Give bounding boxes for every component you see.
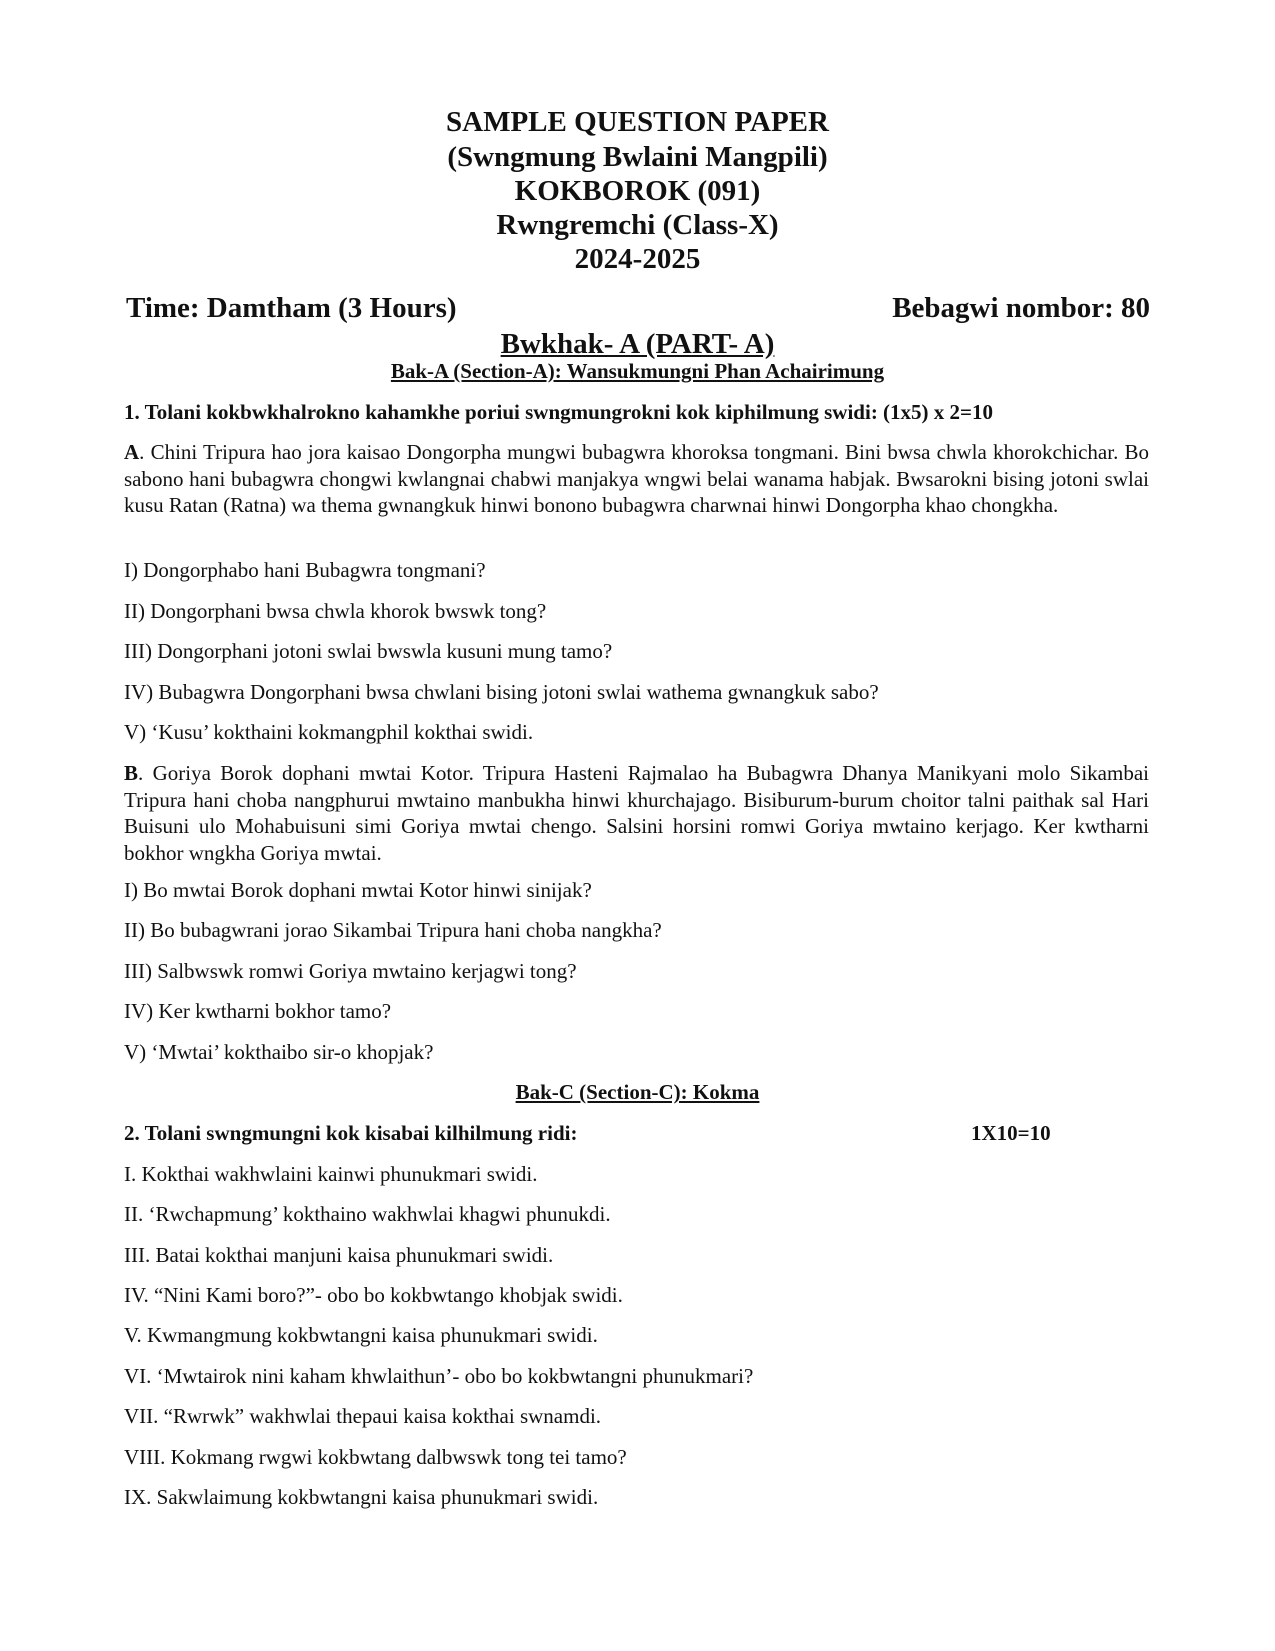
passage-a-label: A (124, 440, 140, 464)
passage-b (124, 760, 1149, 866)
question-item: II) Dongorphani bwsa chwla khorok bwswk tong? (124, 599, 547, 623)
academic-year: 2024-2025 (574, 243, 701, 275)
question-item: V) ‘Kusu’ kokthaini kokmangphil kokthai swidi. (124, 720, 534, 744)
question-item: II. ‘Rwchapmung’ kokthaino wakhwlai khagwi phunukdi. (124, 1202, 611, 1226)
part-title: Bwkhak- A (PART- A) (500, 328, 775, 360)
question-item: III) Salbwswk romwi Goriya mwtaino kerjagwi tong? (124, 959, 577, 983)
question-item: I) Bo mwtai Borok dophani mwtai Kotor hinwi sinijak? (124, 878, 592, 902)
passage-a (124, 439, 1149, 519)
passage-b-label: B (124, 761, 139, 785)
question-item: III. Batai kokthai manjuni kaisa phunukmari swidi. (124, 1243, 554, 1267)
time-allowed: Time: Damtham (3 Hours) (126, 292, 457, 324)
paper-title: SAMPLE QUESTION PAPER (446, 106, 829, 138)
question-item: IV. “Nini Kami boro?”- obo bo kokbwtango khobjak swidi. (124, 1283, 623, 1307)
maximum-marks: Bebagwi nombor: 80 (892, 292, 1150, 324)
passage-a-text: . Chini Tripura hao jora kaisao Dongorpha mungwi bubagwra khoroksa tongmani. Bini bwsa chwla khorokchichar. Bo sabono hani bubagwra chongwi kwlangnai chabwi manjakya wngwi belai wanama habjak. Bwsarokni bising jotoni swlai kusu Ratan (Ratna) wa thema gwnangkuk hinwi bonono bubagwra charwnai hinwi Dongorpha khao chongkha. (124, 440, 1149, 517)
question-item: VI. ‘Mwtairok nini kaham khwlaithun’- obo bo kokbwtangni phunukmari? (124, 1364, 754, 1388)
section-a-title: Bak-A (Section-A): Wansukmungni Phan Achairimung (390, 359, 885, 383)
question-item: VII. “Rwrwk” wakhwlai thepaui kaisa kokthai swnamdi. (124, 1404, 602, 1428)
paper-subtitle: (Swngmung Bwlaini Mangpili) (447, 141, 828, 173)
section-c-title: Bak-C (Section-C): Kokma (515, 1080, 760, 1104)
question-item: III) Dongorphani jotoni swlai bwswla kusuni mung tamo? (124, 639, 613, 663)
question-item: I) Dongorphabo hani Bubagwra tongmani? (124, 558, 486, 582)
subject-name: KOKBOROK (091) (514, 175, 761, 207)
passage-b-text: . Goriya Borok dophani mwtai Kotor. Tripura Hasteni Rajmalao ha Bubagwra Dhanya Manikyani molo Sikambai Tripura hani choba nangphurui mwtaino manbukha hinwi khurchajago. Bisiburum-burum choitor talni paithak sal Hari Buisuni ulo Mohabuisuni simi Goriya mwtai chengo. Salsini horsini romwi Goriya mwtaino kerjago. Ker kwtharni bokhor wngkha Goriya mwtai. (124, 761, 1149, 865)
question-item: VIII. Kokmang rwgwi kokbwtang dalbwswk tong tei tamo? (124, 1445, 627, 1469)
question-item: I. Kokthai wakhwlaini kainwi phunukmari swidi. (124, 1162, 538, 1186)
question-item: IV) Ker kwtharni bokhor tamo? (124, 999, 392, 1023)
question-item: V) ‘Mwtai’ kokthaibo sir-o khopjak? (124, 1040, 434, 1064)
class-name: Rwngremchi (Class-X) (496, 209, 779, 241)
question-item: V. Kwmangmung kokbwtangni kaisa phunukmari swidi. (124, 1323, 598, 1347)
question-item: IV) Bubagwra Dongorphani bwsa chwlani bising jotoni swlai wathema gwnangkuk sabo? (124, 680, 879, 704)
question-2-heading: 2. Tolani swngmungni kok kisabai kilhilmung ridi: (124, 1121, 578, 1145)
question-1-heading: 1. Tolani kokbwkhalrokno kahamkhe poriui swngmungrokni kok kiphilmung swidi: (1x5) x 2=10 (124, 400, 994, 424)
question-item: IX. Sakwlaimung kokbwtangni kaisa phunukmari swidi. (124, 1485, 599, 1509)
question-2-marks: 1X10=10 (971, 1121, 1051, 1145)
question-item: II) Bo bubagwrani jorao Sikambai Tripura hani choba nangkha? (124, 918, 662, 942)
